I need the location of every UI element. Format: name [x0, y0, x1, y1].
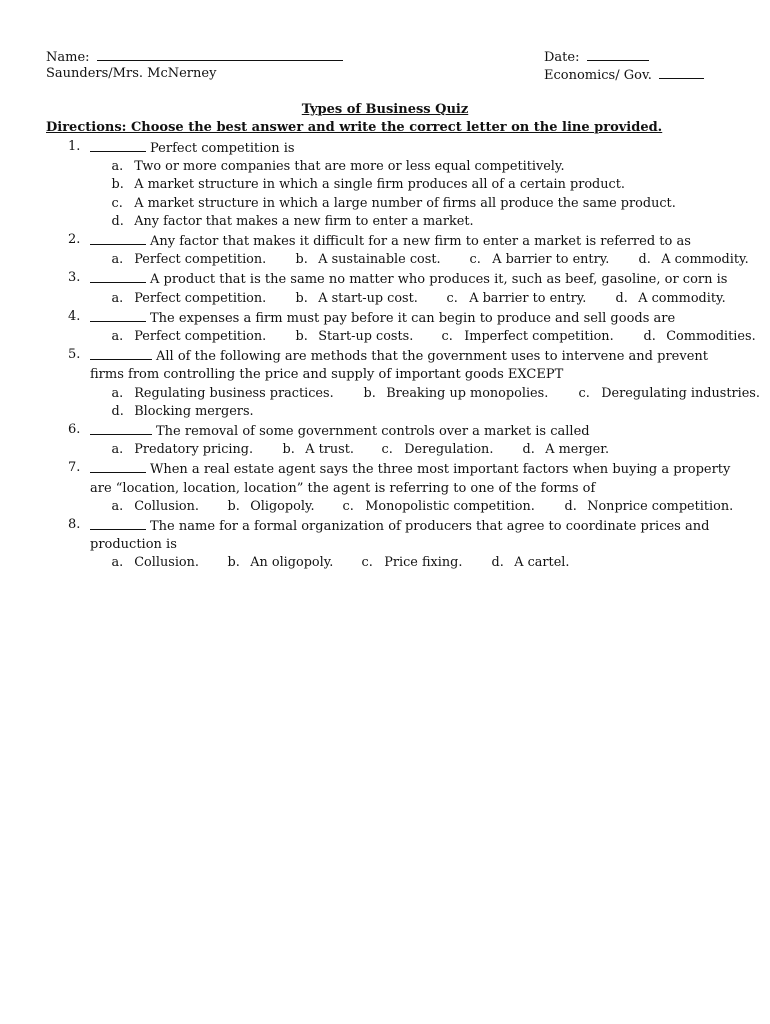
option-text: Deregulation. — [404, 442, 494, 458]
option-letter: d. — [643, 329, 656, 345]
option-text: Blocking mergers. — [134, 403, 254, 419]
option-item — [0, 213, 474, 231]
answer-blank — [90, 421, 152, 435]
option-text: A commodity. — [661, 252, 749, 268]
question-text: The expenses a firm must pay before it can begin to produce and sell goods are — [150, 310, 676, 326]
option-text: Perfect competition. — [134, 252, 267, 268]
option-text: Nonprice competition. — [587, 498, 734, 514]
option-letter: c. — [446, 290, 458, 306]
option-text: Imperfect competition. — [464, 329, 615, 345]
option-text: Deregulating industries. — [600, 385, 760, 401]
option-letter: d. — [522, 442, 535, 458]
option-item — [0, 158, 565, 176]
question-text-continued: production is — [90, 537, 177, 553]
option-text: Commodities. — [666, 329, 756, 345]
answer-blank — [90, 269, 146, 283]
option-text: A trust. — [304, 442, 354, 458]
option-item — [532, 328, 756, 346]
option-letter: b. — [295, 329, 308, 345]
option-letter: d. — [111, 213, 124, 229]
option-list — [90, 441, 770, 459]
option-letter: b. — [295, 252, 308, 268]
option-text: Any factor that makes a new firm to enter a market. — [134, 213, 474, 229]
teacher-names: Saunders/Mrs. McNerney — [46, 66, 217, 81]
option-item — [467, 385, 760, 403]
class-blank-line — [659, 65, 704, 79]
option-text: Start-up costs. — [318, 329, 414, 345]
option-list — [90, 158, 770, 231]
option-letter: a. — [111, 498, 124, 514]
option-letter: a. — [111, 159, 124, 175]
question-text: A product that is the same no matter who produces it, such as beef, gasoline, or corn is — [150, 272, 728, 288]
option-letter: b. — [295, 290, 308, 306]
question-item — [0, 459, 770, 516]
question-number: 6. — [68, 422, 81, 438]
answer-blank — [90, 138, 146, 152]
option-text: An oligopoly. — [249, 555, 334, 571]
question-item — [0, 138, 770, 231]
class-label: Economics/ Gov. — [544, 68, 652, 83]
question-number: 8. — [68, 517, 81, 533]
option-text: Monopolistic competition. — [365, 498, 535, 514]
option-text: Collusion. — [134, 498, 200, 514]
option-letter: a. — [111, 385, 124, 401]
option-letter: c. — [381, 442, 393, 458]
option-list — [90, 554, 770, 572]
option-item — [504, 290, 726, 308]
question-number: 7. — [68, 460, 81, 476]
question-list — [0, 138, 770, 573]
option-letter: d. — [564, 498, 577, 514]
question-text-continued: firms from controlling the price and supply of important goods EXCEPT — [90, 367, 564, 383]
question-item — [0, 308, 770, 346]
date-label: Date: — [544, 50, 580, 65]
option-text: Two or more companies that are more or less equal competitively. — [134, 159, 565, 175]
option-list — [90, 385, 770, 421]
option-letter: c. — [111, 195, 123, 211]
option-text: A cartel. — [513, 555, 570, 571]
option-letter: c. — [469, 252, 481, 268]
question-text: All of the following are methods that the government uses to intervene and prevent — [156, 349, 708, 365]
option-text: A merger. — [544, 442, 609, 458]
question-item — [0, 269, 770, 307]
answer-blank — [90, 308, 146, 322]
option-text: A barrier to entry. — [492, 252, 610, 268]
option-letter: b. — [363, 385, 377, 401]
option-letter: d. — [491, 555, 504, 571]
question-item — [0, 421, 770, 459]
option-text: Breaking up monopolies. — [386, 385, 549, 401]
date-blank-line — [587, 47, 649, 61]
question-number: 1. — [68, 139, 81, 154]
option-list — [90, 290, 770, 308]
answer-blank — [90, 459, 146, 473]
quiz-title: Types of Business Quiz — [301, 102, 469, 117]
option-text: Regulating business practices. — [134, 385, 334, 401]
name-label: Name: — [46, 50, 90, 65]
option-text: A barrier to entry. — [469, 290, 587, 306]
option-item — [380, 554, 569, 572]
question-number: 3. — [68, 270, 81, 286]
option-item — [0, 403, 254, 421]
question-number: 4. — [68, 308, 81, 324]
option-item — [527, 251, 749, 269]
option-letter: a. — [111, 329, 124, 345]
question-text: When a real estate agent says the three most important factors when buying a property — [150, 462, 731, 478]
answer-blank — [90, 231, 146, 245]
option-letter: c. — [578, 385, 590, 401]
option-letter: a. — [111, 442, 124, 458]
class-field-row — [544, 65, 704, 85]
option-letter: b. — [227, 498, 240, 514]
option-text: A sustainable cost. — [318, 252, 441, 268]
option-text: A market structure in which a large number of firms all produce the same product. — [134, 195, 676, 211]
option-item — [411, 441, 609, 459]
option-letter: c. — [361, 555, 373, 571]
question-item — [0, 231, 770, 269]
question-text: Perfect competition is — [150, 141, 295, 156]
option-letter: c. — [441, 329, 454, 345]
option-text: Collusion. — [134, 555, 200, 571]
option-letter: a. — [111, 252, 124, 268]
question-text: The name for a formal organization of producers that agree to coordinate prices and — [150, 519, 710, 535]
option-text: A market structure in which a single firm produces all of a certain product. — [134, 177, 625, 193]
option-text: Perfect competition. — [134, 290, 267, 306]
option-list — [90, 251, 770, 269]
question-item — [0, 346, 770, 421]
option-letter: d. — [615, 290, 628, 306]
option-letter: a. — [111, 290, 124, 306]
option-letter: b. — [227, 555, 240, 571]
question-number: 2. — [68, 232, 81, 248]
question-text-continued: are “location, location, location” the agent is referring to one of the forms of — [90, 480, 596, 496]
answer-blank — [90, 516, 146, 530]
option-letter: d. — [111, 403, 124, 419]
option-text: Price fixing. — [384, 555, 463, 571]
option-list — [90, 498, 770, 516]
option-letter: c. — [342, 498, 354, 514]
answer-blank — [90, 346, 152, 360]
option-text: Perfect competition. — [134, 329, 267, 345]
question-item — [0, 516, 770, 573]
directions: Directions: Choose the best answer and write the correct letter on the line provided. — [46, 120, 663, 135]
option-item — [0, 195, 676, 213]
option-text: A commodity. — [638, 290, 726, 306]
option-letter: b. — [111, 177, 124, 193]
option-letter: d. — [638, 252, 651, 268]
option-item — [453, 498, 733, 516]
question-number: 5. — [68, 347, 81, 363]
option-text: Predatory pricing. — [134, 442, 254, 458]
name-blank-line — [97, 47, 343, 61]
question-text: The removal of some government controls over a market is called — [156, 424, 590, 440]
option-letter: b. — [282, 442, 295, 458]
option-letter: a. — [111, 555, 124, 571]
option-text: Oligopoly. — [249, 498, 315, 514]
option-list — [90, 328, 770, 346]
option-text: A start-up cost. — [318, 290, 418, 306]
option-item — [0, 176, 625, 194]
question-text: Any factor that makes it difficult for a new firm to enter a market is referred to as — [150, 234, 691, 250]
